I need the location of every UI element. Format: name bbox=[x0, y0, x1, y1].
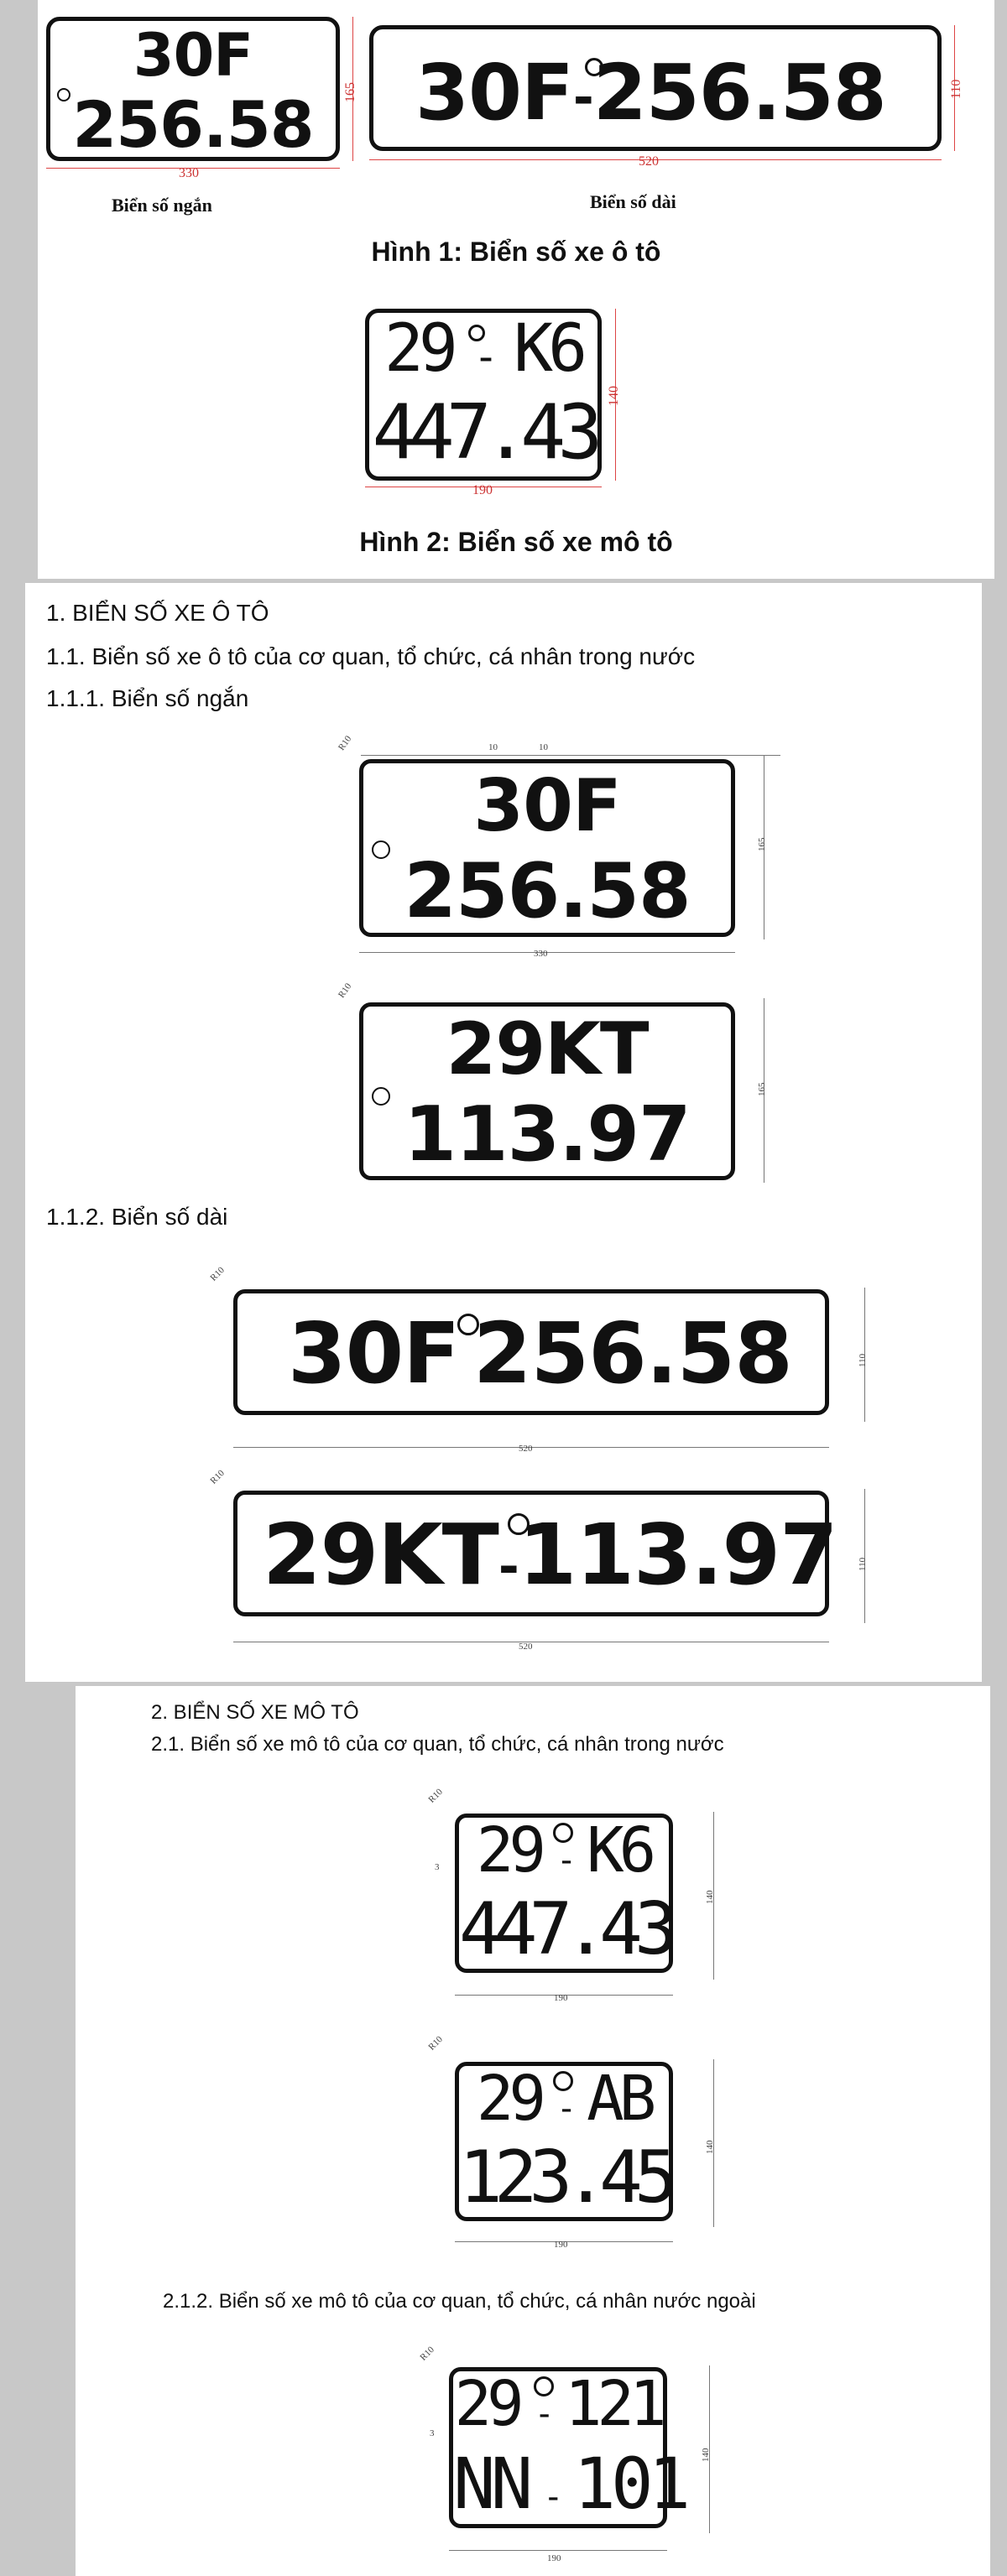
radius-label: R10 bbox=[426, 2034, 445, 2053]
guide-dim: 10 bbox=[539, 742, 548, 752]
plate-line-2-left: NN bbox=[453, 2443, 529, 2525]
plate-line-1-left: 29 bbox=[476, 2063, 541, 2135]
section1-subheading: 1.1. Biển số xe ô tô của cơ quan, tổ chức, cá nhân trong nước bbox=[46, 643, 696, 669]
radius-label: R10 bbox=[336, 734, 354, 752]
plate-text bbox=[415, 48, 937, 138]
guide-dim: 3 bbox=[430, 2428, 435, 2438]
plate-line-1 bbox=[453, 2368, 663, 2440]
section1-short-heading: 1.1.1. Biển số ngắn bbox=[46, 685, 249, 711]
plate-text-left: 29KT bbox=[263, 1506, 498, 1604]
plate-dash: - bbox=[528, 2478, 574, 2516]
plate-text bbox=[263, 1506, 837, 1604]
plate-line-1-right: K6 bbox=[514, 311, 583, 387]
long-plate-technical-a bbox=[233, 1289, 829, 1415]
plate-line-1 bbox=[459, 2063, 669, 2135]
plate-line-2: 447.43 bbox=[372, 388, 595, 476]
plate-text-left: 30F bbox=[415, 48, 573, 138]
section2-subheading: 2.1. Biển số xe mô tô của cơ quan, tổ chức, cá nhân trong nước bbox=[151, 1733, 724, 1756]
plate-line-2 bbox=[453, 2443, 686, 2525]
moto-plate-technical-a bbox=[455, 1814, 673, 1973]
radius-label: R10 bbox=[426, 1787, 445, 1805]
short-plate-figure bbox=[46, 17, 340, 161]
section1-panel bbox=[25, 583, 982, 1682]
plate-line-1: 29KT bbox=[446, 1007, 649, 1091]
dimension-width-label: 330 bbox=[179, 166, 199, 180]
dimension-height-label: 140 bbox=[705, 1890, 715, 1904]
dimension-height-label: 165 bbox=[757, 1082, 767, 1096]
caption-short-plate: Biển số ngắn bbox=[112, 195, 212, 216]
moto-plate-figure bbox=[365, 309, 602, 481]
dimension-height-label: 140 bbox=[701, 2448, 711, 2462]
plate-line-1-left: 29 bbox=[383, 311, 453, 387]
plate-dash: - bbox=[572, 68, 593, 127]
figure1-title: Hình 1: Biển số xe ô tô bbox=[371, 237, 661, 267]
plate-text-right: 256.58 bbox=[472, 1304, 792, 1402]
dimension-width-label: 190 bbox=[547, 2553, 561, 2563]
section1-heading: 1. BIỂN SỐ XE Ô TÔ bbox=[46, 600, 269, 626]
plate-line-2: 447.43 bbox=[459, 1887, 670, 1971]
plate-line-1-right: 121 bbox=[564, 2368, 662, 2440]
plate-dash bbox=[459, 1344, 472, 1392]
radius-label: R10 bbox=[418, 2344, 436, 2363]
figure2-title: Hình 2: Biển số xe mô tô bbox=[359, 527, 673, 557]
plate-line-2: 113.97 bbox=[404, 1090, 691, 1179]
short-plate-technical-b bbox=[359, 1002, 735, 1180]
plate-line-1-left: 29 bbox=[454, 2368, 519, 2440]
dimension-height-label: 140 bbox=[705, 2140, 715, 2154]
plate-text bbox=[288, 1304, 825, 1402]
section1-long-heading: 1.1.2. Biển số dài bbox=[46, 1204, 228, 1230]
dimension-height-label: 140 bbox=[607, 386, 621, 406]
radius-label: R10 bbox=[208, 1265, 227, 1283]
dimension-width-label: 520 bbox=[519, 1642, 533, 1652]
dimension-width-label: 330 bbox=[534, 949, 548, 959]
plate-dash: - bbox=[452, 332, 514, 381]
dimension-height-label: 165 bbox=[343, 82, 357, 102]
plate-text-left: 30F bbox=[288, 1304, 460, 1402]
moto-plate-technical-c bbox=[449, 2367, 686, 2528]
caption-long-plate: Biển số dài bbox=[590, 191, 676, 212]
plate-dash: - bbox=[519, 2395, 565, 2433]
dimension-height-label: 110 bbox=[858, 1353, 868, 1367]
plate-line-1-left: 29 bbox=[476, 1814, 541, 1886]
guide-dim: 3 bbox=[435, 1862, 440, 1872]
plate-line-2: 123.45 bbox=[459, 2136, 670, 2220]
plate-line-2: 256.58 bbox=[404, 847, 691, 935]
dimension-width-label: 190 bbox=[554, 1993, 568, 2003]
dimension-width-label: 520 bbox=[639, 154, 659, 169]
radius-label: R10 bbox=[208, 1468, 227, 1486]
plate-line-1-right: K6 bbox=[587, 1814, 652, 1886]
guide-line bbox=[864, 1489, 865, 1623]
dimension-height-label: 110 bbox=[858, 1557, 868, 1571]
plate-line-1-right: AB bbox=[587, 2063, 652, 2135]
section2-foreign-heading: 2.1.2. Biển số xe mô tô của cơ quan, tổ chức, cá nhân nước ngoài bbox=[163, 2290, 756, 2313]
radius-label: R10 bbox=[336, 981, 354, 1000]
plate-dash: - bbox=[540, 1841, 587, 1880]
plate-text-right: 113.97 bbox=[518, 1506, 837, 1604]
dimension-height-label: 165 bbox=[757, 837, 767, 851]
long-plate-technical-b bbox=[233, 1491, 837, 1616]
dimension-width-label: 190 bbox=[472, 483, 493, 497]
plate-line-2-right: 101 bbox=[573, 2443, 686, 2525]
plate-line-2: 256.58 bbox=[72, 87, 314, 162]
section2-heading: 2. BIỂN SỐ XE MÔ TÔ bbox=[151, 1701, 359, 1724]
dimension-height-label: 110 bbox=[949, 79, 963, 99]
long-plate-figure bbox=[369, 25, 942, 151]
guide-line bbox=[449, 2550, 667, 2551]
guide-dim: 10 bbox=[488, 742, 498, 752]
guide-line bbox=[361, 755, 780, 756]
plate-line-1: 30F bbox=[133, 21, 253, 90]
figure-panel-top bbox=[38, 0, 994, 579]
dimension-width-label: 520 bbox=[519, 1444, 533, 1454]
plate-dash: - bbox=[498, 1538, 519, 1596]
plate-text-right: 256.58 bbox=[592, 48, 886, 138]
section2-panel bbox=[76, 1686, 990, 2576]
dimension-width-label: 190 bbox=[554, 2240, 568, 2250]
plate-line-1 bbox=[459, 1814, 669, 1886]
short-plate-technical-a bbox=[359, 759, 735, 937]
plate-line-1 bbox=[369, 311, 597, 387]
plate-dash: - bbox=[540, 2089, 587, 2128]
plate-line-1: 30F bbox=[473, 764, 621, 848]
moto-plate-technical-b bbox=[455, 2062, 673, 2221]
